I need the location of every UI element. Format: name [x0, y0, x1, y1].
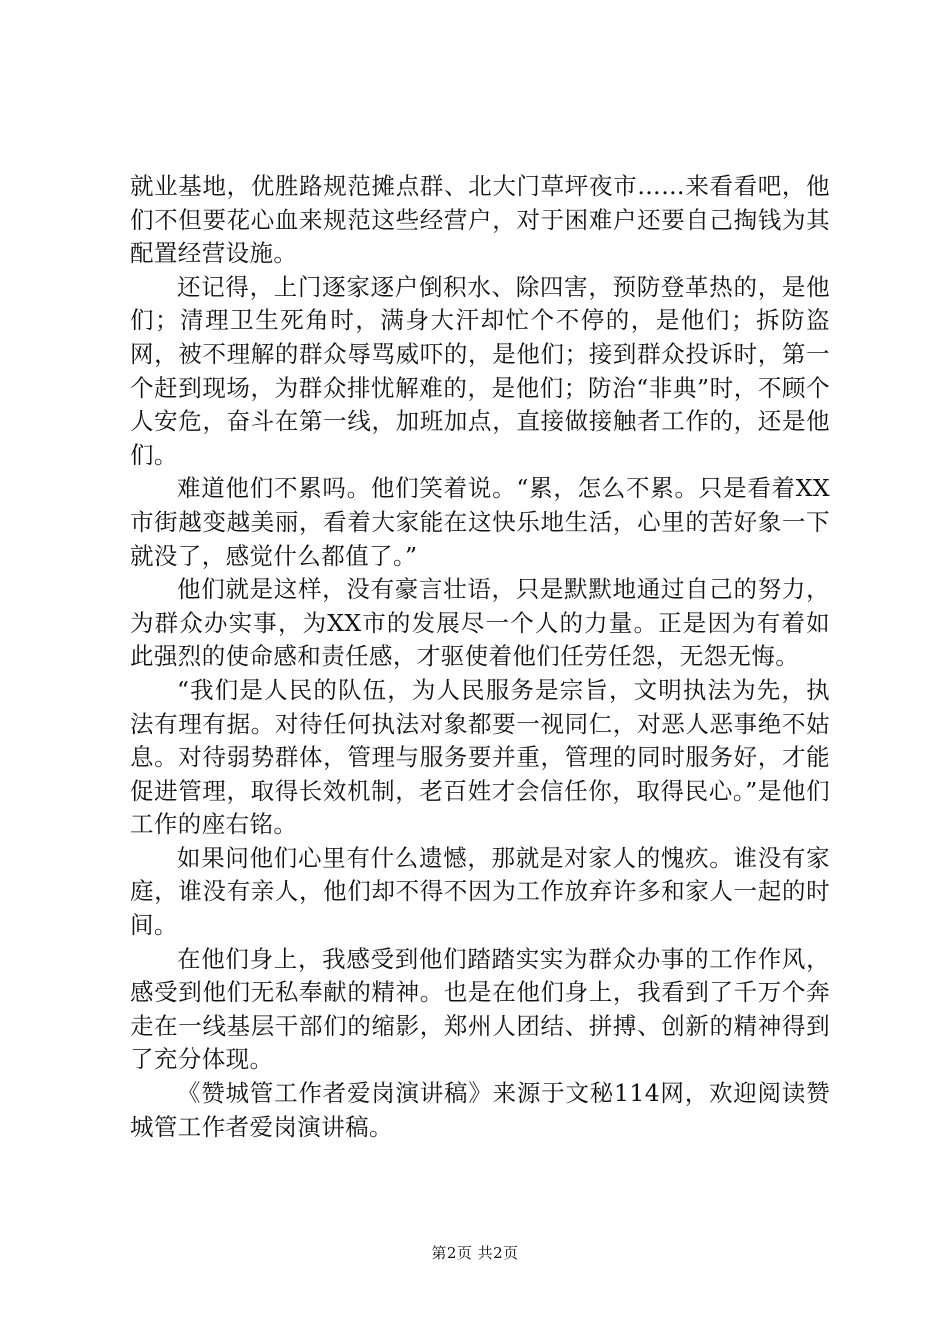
document-body	[130, 170, 830, 1144]
paragraph: 难道他们不累吗。他们笑着说。“累，怎么不累。只是看着XX市街越变越美丽，看着大家能在这快乐地生活，心里的苦好象一下就没了，感觉什么都值了。”	[130, 474, 830, 570]
paragraph: 他们就是这样，没有豪言壮语，只是默默地通过自己的努力，为群众办实事，为XX市的发展尽一个人的力量。正是因为有着如此强烈的使命感和责任感，才驱使着他们任劳任怨，无怨无悔。	[130, 575, 830, 671]
page-footer	[0, 1243, 950, 1263]
paragraph: 还记得，上门逐家逐户倒积水、除四害，预防登革热的，是他们；清理卫生死角时，满身大汗却忙个不停的，是他们；拆防盗网，被不理解的群众辱骂威吓的，是他们；接到群众投诉时，第一个赶到现场，为群众排忧解难的，是他们；防治“非典”时，不顾个人安危，奋斗在第一线，加班加点，直接做接触者工作的，还是他们。	[130, 272, 830, 469]
paragraph: 如果问他们心里有什么遗憾，那就是对家人的愧疚。谁没有家庭，谁没有亲人，他们却不得不因为工作放弃许多和家人一起的时间。	[130, 843, 830, 940]
paragraph: “我们是人民的队伍，为人民服务是宗旨，文明执法为先，执法有理有据。对待任何执法对象都要一视同仁，对恶人恶事绝不姑息。对待弱势群体，管理与服务要并重，管理的同时服务好，才能促进管理，取得长效机制，老百姓才会信任你，取得民心。”是他们工作的座右铭。	[130, 675, 830, 839]
paragraph-source-note: 《赞城管工作者爱岗演讲稿》来源于文秘114网，欢迎阅读赞城管工作者爱岗演讲稿。	[130, 1079, 830, 1141]
paragraph: 在他们身上，我感受到他们踏踏实实为群众办事的工作作风，感受到他们无私奉献的精神。也是在他们身上，我看到了千万个奔走在一线基层干部们的缩影，郑州人团结、拼搏、创新的精神得到了充分体现。	[130, 944, 830, 1074]
paragraph-continuation: 就业基地，优胜路规范摊点群、北大门草坪夜市……来看看吧，他们不但要花心血来规范这些经营户，对于困难户还要自己掏钱为其配置经营设施。	[130, 172, 830, 268]
page-number-label: 第2页 共2页	[431, 1244, 519, 1262]
